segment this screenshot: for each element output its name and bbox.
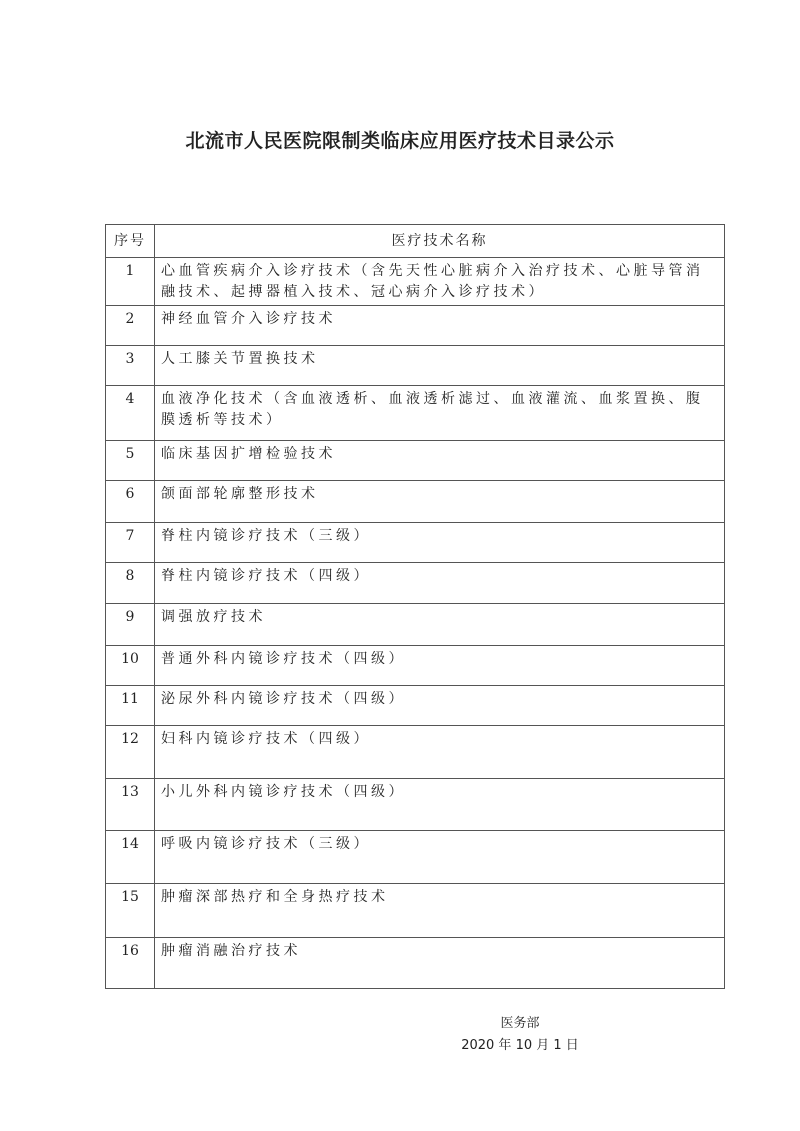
technology-name: 血液净化技术（含血液透析、血液透析滤过、血液灌流、血浆置换、腹膜透析等技术） — [155, 386, 725, 441]
header-name: 医疗技术名称 — [155, 225, 725, 258]
technology-name: 肿瘤消融治疗技术 — [155, 938, 725, 989]
row-number: 9 — [106, 604, 155, 646]
row-number: 8 — [106, 563, 155, 604]
table-row — [106, 831, 725, 884]
row-number: 14 — [106, 831, 155, 884]
technology-name: 脊柱内镜诊疗技术（三级） — [155, 523, 725, 563]
technology-name: 心血管疾病介入诊疗技术（含先天性心脏病介入治疗技术、心脏导管消融技术、起搏器植入技术、冠心病介入诊疗技术） — [155, 258, 725, 306]
row-number: 5 — [106, 441, 155, 481]
department-signature: 医务部 — [500, 1016, 540, 1031]
table-row — [106, 523, 725, 563]
header-number: 序号 — [106, 225, 155, 258]
technology-name: 颌面部轮廓整形技术 — [155, 481, 725, 523]
table-row — [106, 884, 725, 938]
table-row — [106, 258, 725, 306]
table-row — [106, 686, 725, 726]
table-row — [106, 481, 725, 523]
technology-name: 人工膝关节置换技术 — [155, 346, 725, 386]
row-number: 16 — [106, 938, 155, 989]
technology-name: 泌尿外科内镜诊疗技术（四级） — [155, 686, 725, 726]
row-number: 2 — [106, 306, 155, 346]
table-row — [106, 386, 725, 441]
document-date: 2020 年 10 月 1 日 — [461, 1038, 579, 1053]
table-row — [106, 563, 725, 604]
table-row — [106, 441, 725, 481]
document-title: 北流市人民医院限制类临床应用医疗技术目录公示 — [185, 130, 615, 152]
technology-name: 呼吸内镜诊疗技术（三级） — [155, 831, 725, 884]
row-number: 10 — [106, 646, 155, 686]
row-number: 11 — [106, 686, 155, 726]
table-row — [106, 346, 725, 386]
row-number: 6 — [106, 481, 155, 523]
table-row — [106, 938, 725, 989]
row-number: 3 — [106, 346, 155, 386]
row-number: 7 — [106, 523, 155, 563]
table-row — [106, 646, 725, 686]
technology-name: 肿瘤深部热疗和全身热疗技术 — [155, 884, 725, 938]
row-number: 13 — [106, 779, 155, 831]
row-number: 1 — [106, 258, 155, 306]
row-number: 15 — [106, 884, 155, 938]
table-header-row — [106, 225, 725, 258]
technology-name: 妇科内镜诊疗技术（四级） — [155, 726, 725, 779]
technology-name: 神经血管介入诊疗技术 — [155, 306, 725, 346]
technology-name: 普通外科内镜诊疗技术（四级） — [155, 646, 725, 686]
table-row — [106, 604, 725, 646]
technology-name: 脊柱内镜诊疗技术（四级） — [155, 563, 725, 604]
technology-name: 调强放疗技术 — [155, 604, 725, 646]
table-row — [106, 726, 725, 779]
row-number: 4 — [106, 386, 155, 441]
row-number: 12 — [106, 726, 155, 779]
technology-name: 小儿外科内镜诊疗技术（四级） — [155, 779, 725, 831]
technology-name: 临床基因扩增检验技术 — [155, 441, 725, 481]
technology-table — [105, 224, 725, 989]
table-row — [106, 779, 725, 831]
table-row — [106, 306, 725, 346]
